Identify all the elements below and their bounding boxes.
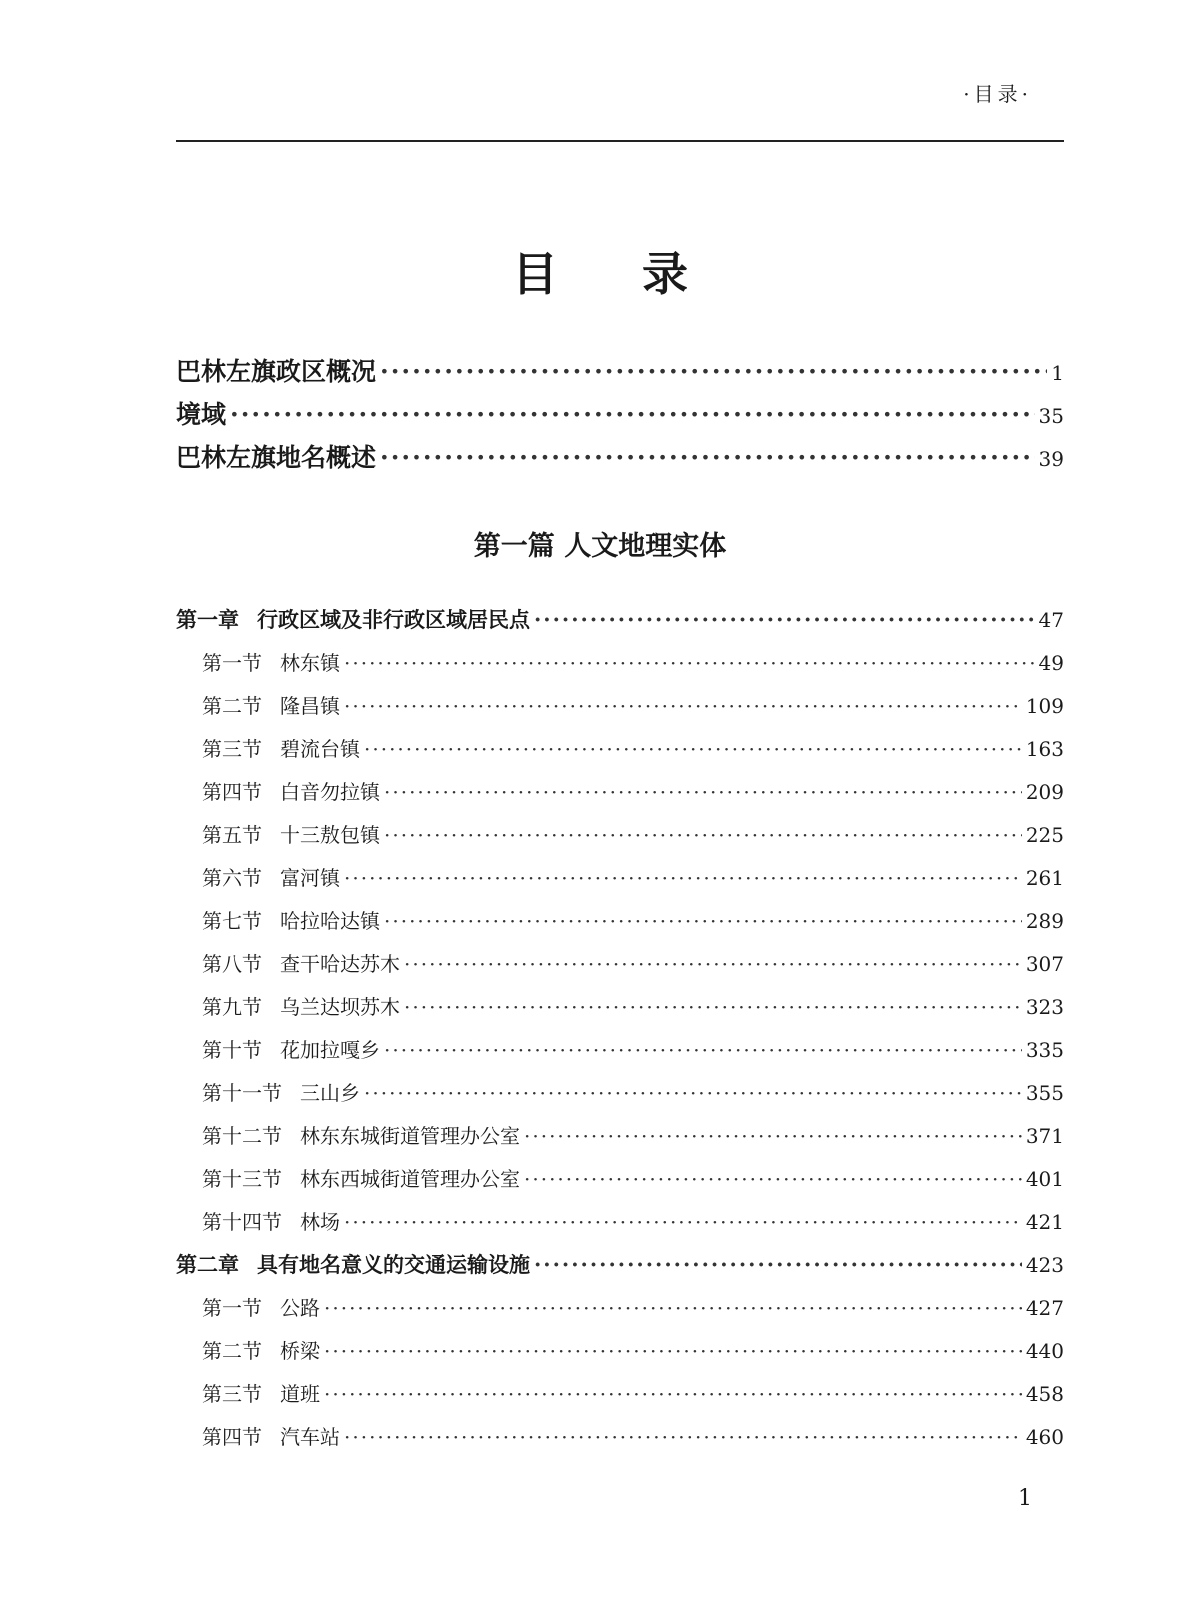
section-label [202,1292,320,1321]
toc-section[interactable] [176,1292,1064,1335]
toc-entry[interactable] [176,352,1064,395]
dot-leader [380,357,1047,386]
header-rule [176,140,1064,142]
section-page: 209 [1025,780,1064,804]
toc-section[interactable] [176,1335,1064,1378]
section-label [202,862,340,891]
section-title: 花加拉嘎乡 [280,1038,380,1062]
section-page: 401 [1025,1167,1064,1191]
toc-chapters [176,604,1064,1464]
toc-section[interactable] [176,948,1064,991]
section-page: 307 [1025,952,1064,976]
section-page: 335 [1025,1038,1064,1062]
section-title: 十三敖包镇 [280,823,380,847]
running-head: ·目录· [963,82,1032,106]
section-title: 林东东城街道管理办公室 [300,1124,520,1148]
section-label [202,1120,520,1149]
dot-leader [384,1038,1022,1062]
part-title: 第一篇 人文地理实体 [473,531,727,562]
section-title: 汽车站 [280,1425,340,1449]
dot-leader [324,1296,1022,1320]
dot-leader [384,909,1022,933]
section-number: 第二节 [202,1339,262,1363]
toc-entry-label: 巴林左旗地名概述 [176,443,377,472]
section-label [202,819,380,848]
toc-chapter-2[interactable] [176,1249,1064,1292]
section-page: 261 [1025,866,1064,890]
dot-leader [534,607,1035,632]
chapter-label [176,604,530,634]
section-label [202,733,360,762]
dot-leader [364,1081,1022,1105]
section-number: 第五节 [202,823,262,847]
section-number: 第四节 [202,1425,262,1449]
section-title: 道班 [280,1382,320,1406]
section-page: 421 [1025,1210,1064,1234]
toc-section[interactable] [176,647,1064,690]
chapter-number: 第二章 [176,1252,239,1277]
toc-section[interactable] [176,991,1064,1034]
section-label [202,1421,340,1450]
dot-leader [364,737,1022,761]
section-page: 371 [1025,1124,1064,1148]
dot-leader [324,1382,1022,1406]
section-page: 163 [1025,737,1064,761]
section-number: 第六节 [202,866,262,890]
toc-section[interactable] [176,1077,1064,1120]
section-page: 460 [1025,1425,1064,1449]
section-title: 哈拉哈达镇 [280,909,380,933]
dot-leader [344,1425,1022,1449]
section-number: 第三节 [202,1382,262,1406]
toc-section[interactable] [176,690,1064,733]
toc-top-entries [176,352,1064,481]
section-title: 林东西城街道管理办公室 [300,1167,520,1191]
section-title: 桥梁 [280,1339,320,1363]
page-title: 目 录 [511,247,722,301]
dot-leader [534,1252,1022,1277]
section-title: 林东镇 [280,651,340,675]
dot-leader [344,1210,1022,1234]
section-page: 225 [1025,823,1064,847]
section-label [202,1335,320,1364]
dot-leader [380,443,1035,472]
toc-section[interactable] [176,1421,1064,1464]
toc-section[interactable] [176,1206,1064,1249]
toc-section[interactable] [176,1163,1064,1206]
section-page: 109 [1025,694,1064,718]
toc-entry-label: 境域 [176,400,227,429]
section-number: 第二节 [202,694,262,718]
dot-leader [230,400,1035,429]
toc-entry-page: 1 [1051,361,1064,385]
dot-leader [404,952,1022,976]
section-number: 第一节 [202,651,262,675]
section-title: 林场 [300,1210,340,1234]
dot-leader [324,1339,1022,1363]
section-page: 323 [1025,995,1064,1019]
chapter-page: 423 [1025,1253,1064,1277]
section-number: 第九节 [202,995,262,1019]
page-number: 1 [1018,1486,1032,1511]
section-page: 289 [1025,909,1064,933]
section-number: 第八节 [202,952,262,976]
section-label [202,1206,340,1235]
section-number: 第十二节 [202,1124,282,1148]
section-title: 白音勿拉镇 [280,780,380,804]
section-label [202,948,400,977]
chapter-title: 具有地名意义的交通运输设施 [257,1252,530,1277]
chapter-title: 行政区域及非行政区域居民点 [257,607,530,632]
dot-leader [344,866,1022,890]
dot-leader [524,1124,1022,1148]
section-number: 第七节 [202,909,262,933]
dot-leader [344,694,1022,718]
dot-leader [344,651,1035,675]
toc-section[interactable] [176,733,1064,776]
section-number: 第十节 [202,1038,262,1062]
section-title: 富河镇 [280,866,340,890]
dot-leader [404,995,1022,1019]
section-label [202,1034,380,1063]
chapter-number: 第一章 [176,607,239,632]
toc-entry[interactable] [176,438,1064,481]
dot-leader [384,780,1022,804]
chapter-page: 47 [1038,608,1064,632]
toc-section[interactable] [176,776,1064,819]
section-label [202,776,380,805]
section-number: 第一节 [202,1296,262,1320]
section-number: 第三节 [202,737,262,761]
section-label [202,1378,320,1407]
toc-section[interactable] [176,862,1064,905]
section-title: 碧流台镇 [280,737,360,761]
section-number: 第十一节 [202,1081,282,1105]
section-label [202,1163,520,1192]
section-title: 公路 [280,1296,320,1320]
section-number: 第十三节 [202,1167,282,1191]
toc-entry[interactable] [176,395,1064,438]
toc-section[interactable] [176,1034,1064,1077]
section-title: 隆昌镇 [280,694,340,718]
dot-leader [524,1167,1022,1191]
toc-section[interactable] [176,905,1064,948]
section-number: 第四节 [202,780,262,804]
section-label [202,991,400,1020]
chapter-label [176,1249,530,1279]
toc-entry-label: 巴林左旗政区概况 [176,357,377,386]
section-label [202,690,340,719]
toc-entry-page: 35 [1038,404,1064,428]
dot-leader [384,823,1022,847]
section-label [202,1077,360,1106]
chapter-1-sections [176,647,1064,1249]
toc-section[interactable] [176,1120,1064,1163]
chapter-2-sections [176,1292,1064,1464]
section-title: 三山乡 [300,1081,360,1105]
toc-section[interactable] [176,1378,1064,1421]
section-page: 49 [1038,651,1064,675]
section-number: 第十四节 [202,1210,282,1234]
section-page: 440 [1025,1339,1064,1363]
toc-entry-page: 39 [1038,447,1064,471]
toc-chapter-1[interactable] [176,604,1064,647]
section-label [202,905,380,934]
section-title: 乌兰达坝苏木 [280,995,400,1019]
section-page: 355 [1025,1081,1064,1105]
toc-section[interactable] [176,819,1064,862]
section-page: 458 [1025,1382,1064,1406]
section-label [202,647,340,676]
section-page: 427 [1025,1296,1064,1320]
section-title: 查干哈达苏木 [280,952,400,976]
